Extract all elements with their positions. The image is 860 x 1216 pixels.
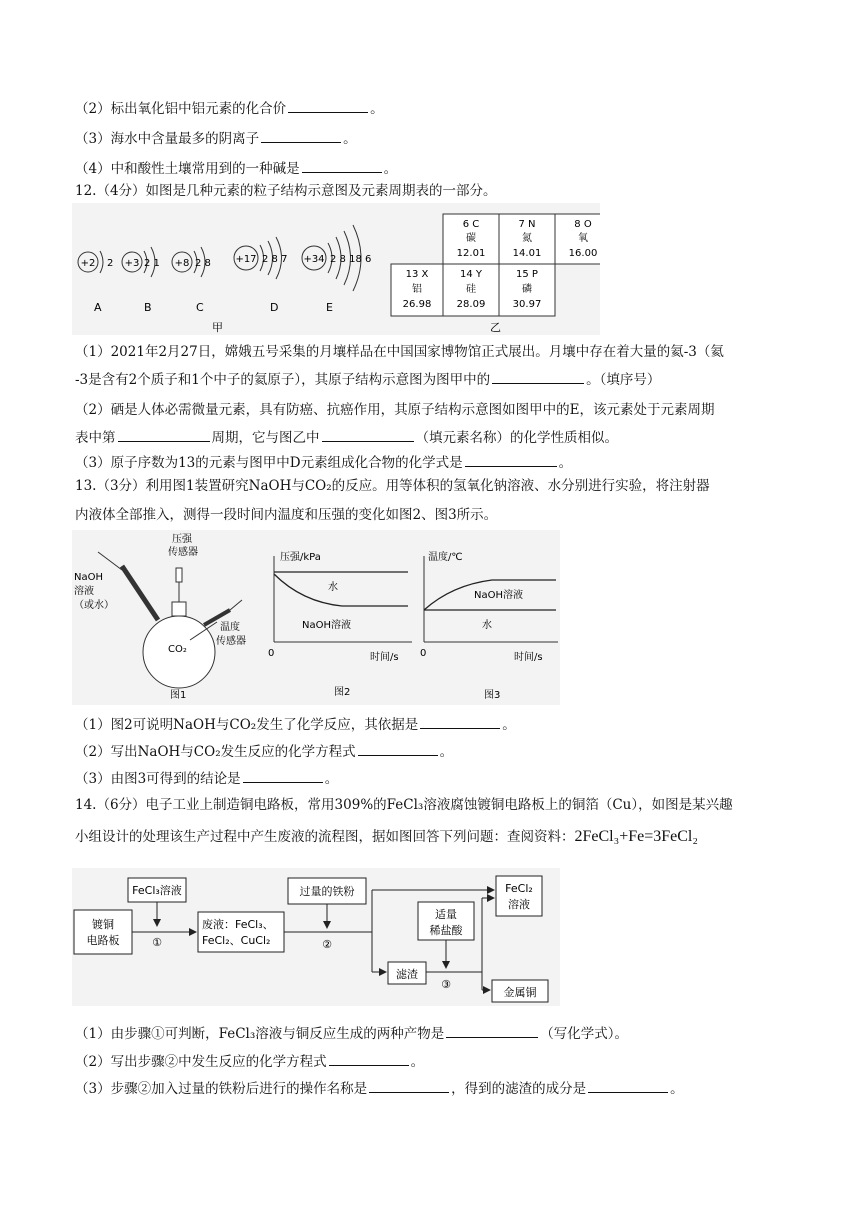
q12-part1-end: 。（填序号） — [586, 372, 661, 388]
q14-title-line2 — [75, 827, 698, 847]
svg-text:过量的铁粉: 过量的铁粉 — [299, 885, 355, 898]
svg-text:7 N: 7 N — [518, 219, 536, 230]
svg-text:0: 0 — [420, 648, 427, 659]
svg-text:8 O: 8 O — [574, 219, 592, 230]
temperature-chart-figure-3 — [420, 550, 558, 701]
q13-part3: （3）由图3可得到的结论是 。 — [75, 768, 338, 789]
atom-label-e: E — [326, 301, 333, 314]
q14-part2: （2）写出步骤②中发生反应的化学方程式 。 — [75, 1051, 424, 1072]
svg-text:磷: 磷 — [522, 284, 532, 295]
q12-part2-end: （填元素名称）的化学性质相似。 — [415, 430, 618, 446]
svg-text:12.01: 12.01 — [456, 248, 486, 259]
svg-text:+17: +17 — [235, 254, 257, 265]
svg-text:水: 水 — [328, 582, 338, 593]
svg-text:氮: 氮 — [522, 233, 532, 244]
q11-part3: （3）海水中含量最多的阴离子 。 — [75, 128, 357, 149]
answer-blank[interactable] — [358, 741, 438, 756]
svg-text:硅: 硅 — [466, 284, 476, 295]
svg-text:CO₂: CO₂ — [168, 644, 187, 655]
svg-text:适量: 适量 — [435, 908, 457, 921]
answer-blank[interactable] — [302, 158, 382, 173]
atom-label-a: A — [94, 301, 102, 314]
q13-title-line2: 内液体全部推入，测得一段时间内温度和压强的变化如图2、图3所示。 — [75, 507, 498, 523]
q14-part1 — [75, 1023, 628, 1044]
atom-structure-and-periodic-table — [72, 203, 600, 335]
svg-text:滤渣: 滤渣 — [396, 968, 418, 981]
svg-text:30.97: 30.97 — [512, 299, 542, 310]
svg-text:26.98: 26.98 — [402, 299, 432, 310]
caption-fig3: 图3 — [484, 690, 501, 701]
svg-text:溶液: 溶液 — [74, 586, 94, 597]
svg-text:传感器: 传感器 — [216, 636, 246, 647]
svg-text:+3: +3 — [124, 258, 140, 269]
svg-text:温度/℃: 温度/℃ — [428, 552, 463, 563]
q13-part3-text: （3）由图3可得到的结论是 — [75, 771, 241, 787]
q13-part1-text: （1）图2可说明NaOH与CO₂发生了化学反应，其依据是 — [75, 717, 419, 733]
svg-text:溶液: 溶液 — [508, 898, 530, 911]
svg-text:+8: +8 — [174, 258, 190, 269]
answer-blank[interactable] — [329, 1051, 409, 1066]
svg-text:NaOH: NaOH — [74, 572, 103, 583]
q12-part3: （3）原子序数为13的元素与图甲中D元素组成化合物的化学式是 。 — [75, 452, 572, 473]
svg-text:13 X: 13 X — [405, 269, 429, 280]
atom-label-c: C — [196, 301, 204, 314]
answer-blank[interactable] — [446, 1023, 538, 1038]
svg-text:②: ② — [322, 938, 332, 951]
answer-blank[interactable] — [118, 427, 210, 442]
q12-figure — [72, 203, 600, 335]
svg-text:水: 水 — [482, 620, 492, 631]
answer-blank[interactable] — [369, 1078, 449, 1093]
svg-text:2 1: 2 1 — [144, 258, 160, 269]
svg-text:传感器: 传感器 — [168, 547, 198, 558]
atom-diagram-e — [302, 225, 371, 314]
q12-part2-line2 — [75, 427, 618, 448]
answer-blank[interactable] — [465, 452, 557, 467]
svg-text:电路板: 电路板 — [86, 934, 120, 947]
atom-diagram-b — [122, 247, 160, 314]
q14-part3-text: （3）步骤②加入过量的铁粉后进行的操作名称是 — [75, 1081, 368, 1097]
q11-part2: （2）标出氧化铝中铝元素的化合价 。 — [75, 98, 384, 119]
naoh-pressure-curve — [274, 574, 408, 606]
atom-diagram-c — [172, 247, 211, 314]
svg-text:2 8 18 6: 2 8 18 6 — [330, 254, 372, 265]
q14-flowchart — [72, 868, 560, 1006]
atom-diagram-a — [78, 251, 113, 314]
svg-text:温度: 温度 — [220, 622, 240, 633]
answer-blank[interactable] — [243, 768, 323, 783]
svg-text:（或水）: （或水） — [74, 600, 114, 611]
svg-text:FeCl₃溶液: FeCl₃溶液 — [132, 884, 182, 897]
svg-text:①: ① — [152, 936, 162, 949]
answer-blank[interactable] — [288, 98, 368, 113]
q14-part2-text: （2）写出步骤②中发生反应的化学方程式 — [75, 1054, 327, 1070]
caption-fig1: 图1 — [170, 690, 187, 701]
q11-part3-text: （3）海水中含量最多的阴离子 — [75, 131, 260, 147]
q12-part1-line2 — [75, 369, 660, 390]
q12-part1-text: -3是含有2个质子和1个中子的氦原子），其原子结构示意图为图甲中的 — [75, 372, 491, 388]
q14-part3-mid: ，得到的滤渣的成分是 — [451, 1081, 587, 1097]
svg-text:15 P: 15 P — [516, 269, 538, 280]
svg-text:+2: +2 — [80, 258, 96, 269]
svg-text:时间/s: 时间/s — [370, 652, 399, 663]
figure-label-jia: 甲 — [212, 321, 223, 334]
svg-text:金属铜: 金属铜 — [503, 986, 537, 999]
svg-text:NaOH溶液: NaOH溶液 — [302, 620, 351, 631]
q14-title-line1: 14.（6分）电子工业上制造铜电路板，常用309%的FeCl₃溶液腐蚀镀铜电路板上的铜箔（Cu），如图是某兴趣 — [75, 797, 733, 813]
q14-part1-text: （1）由步骤①可判断，FeCl₃溶液与铜反应生成的两种产物是 — [75, 1026, 445, 1042]
svg-text:0: 0 — [268, 648, 275, 659]
answer-blank[interactable] — [588, 1078, 668, 1093]
q14-part1-end: （写化学式）。 — [540, 1026, 629, 1042]
svg-text:时间/s: 时间/s — [514, 652, 543, 663]
svg-text:压强: 压强 — [172, 534, 192, 545]
svg-text:镀铜: 镀铜 — [92, 918, 114, 931]
svg-text:FeCl₂: FeCl₂ — [505, 882, 533, 895]
q13-part2-text: （2）写出NaOH与CO₂发生反应的化学方程式 — [75, 744, 356, 760]
svg-text:FeCl₂、CuCl₂: FeCl₂、CuCl₂ — [202, 934, 271, 947]
caption-fig2: 图2 — [334, 687, 351, 698]
svg-text:16.00: 16.00 — [568, 248, 598, 259]
q12-part2-text: 表中第 — [75, 430, 116, 446]
q12-part3-text: （3）原子序数为13的元素与图甲中D元素组成化合物的化学式是 — [75, 455, 463, 471]
svg-text:6 C: 6 C — [462, 219, 480, 230]
svg-text:28.09: 28.09 — [456, 299, 486, 310]
answer-blank[interactable] — [261, 128, 341, 143]
svg-text:2 8 7: 2 8 7 — [262, 254, 288, 265]
q13-title-line1: 13.（3分）利用图1装置研究NaOH与CO₂的反应。用等体积的氢氧化钠溶液、水分别进行实验，将注射器 — [75, 478, 710, 494]
svg-text:14.01: 14.01 — [512, 248, 542, 259]
reference-equation: 2FeCl₃+Fe=3FeCl₂ — [574, 828, 698, 845]
q13-part1: （1）图2可说明NaOH与CO₂发生了化学反应，其依据是 。 — [75, 714, 516, 735]
q13-part2: （2）写出NaOH与CO₂发生反应的化学方程式 。 — [75, 741, 453, 762]
q12-part2-mid: 周期，它与图乙中 — [211, 430, 320, 446]
copper-board-box — [74, 910, 132, 954]
q12-part1-line1: （1）2021年2月27日，嫦娥五号采集的月壤样品在中国国家博物馆正式展出。月壤中存在着大量的氦-3（氦 — [75, 344, 724, 360]
svg-text:废液：FeCl₃、: 废液：FeCl₃、 — [202, 918, 274, 931]
answer-blank[interactable] — [322, 427, 414, 442]
svg-text:碳: 碳 — [466, 233, 476, 244]
svg-text:2 8: 2 8 — [195, 258, 211, 269]
svg-text:+34: +34 — [303, 254, 325, 265]
svg-text:2: 2 — [107, 258, 114, 269]
svg-text:稀盐酸: 稀盐酸 — [429, 924, 463, 937]
answer-blank[interactable] — [492, 369, 584, 384]
q11-part2-text: （2）标出氧化铝中铝元素的化合价 — [75, 101, 287, 117]
svg-text:铝: 铝 — [412, 284, 422, 295]
q11-part4: （4）中和酸性土壤常用到的一种碱是 。 — [75, 158, 397, 179]
q12-part2-line1: （2）硒是人体必需微量元素，具有防癌、抗癌作用，其原子结构示意图如图甲中的E，该元素处于元素周期 — [75, 402, 715, 418]
atom-label-d: D — [270, 301, 279, 314]
svg-text:14 Y: 14 Y — [459, 269, 483, 280]
q14-title-text: 小组设计的处理该生产过程中产生废液的流程图，据如图回答下列问题：查阅资料： — [75, 829, 575, 845]
pressure-chart-figure-2 — [268, 551, 412, 698]
q14-part3: （3）步骤②加入过量的铁粉后进行的操作名称是 ，得到的滤渣的成分是 。 — [75, 1078, 684, 1099]
q12-title: 12.（4分）如图是几种元素的粒子结构示意图及元素周期表的一部分。 — [75, 183, 497, 199]
figure-label-yi: 乙 — [490, 321, 501, 334]
svg-text:压强/kPa: 压强/kPa — [280, 552, 321, 563]
atom-diagram-d — [234, 237, 287, 314]
q13-figure — [72, 530, 560, 705]
svg-text:③: ③ — [441, 978, 451, 991]
answer-blank[interactable] — [420, 714, 500, 729]
apparatus-figure-1 — [74, 533, 246, 701]
atom-label-b: B — [144, 301, 152, 314]
svg-text:NaOH溶液: NaOH溶液 — [474, 590, 523, 601]
q11-part4-text: （4）中和酸性土壤常用到的一种碱是 — [75, 161, 300, 177]
periodic-table-fragment — [391, 214, 600, 316]
svg-text:氧: 氧 — [578, 233, 588, 244]
